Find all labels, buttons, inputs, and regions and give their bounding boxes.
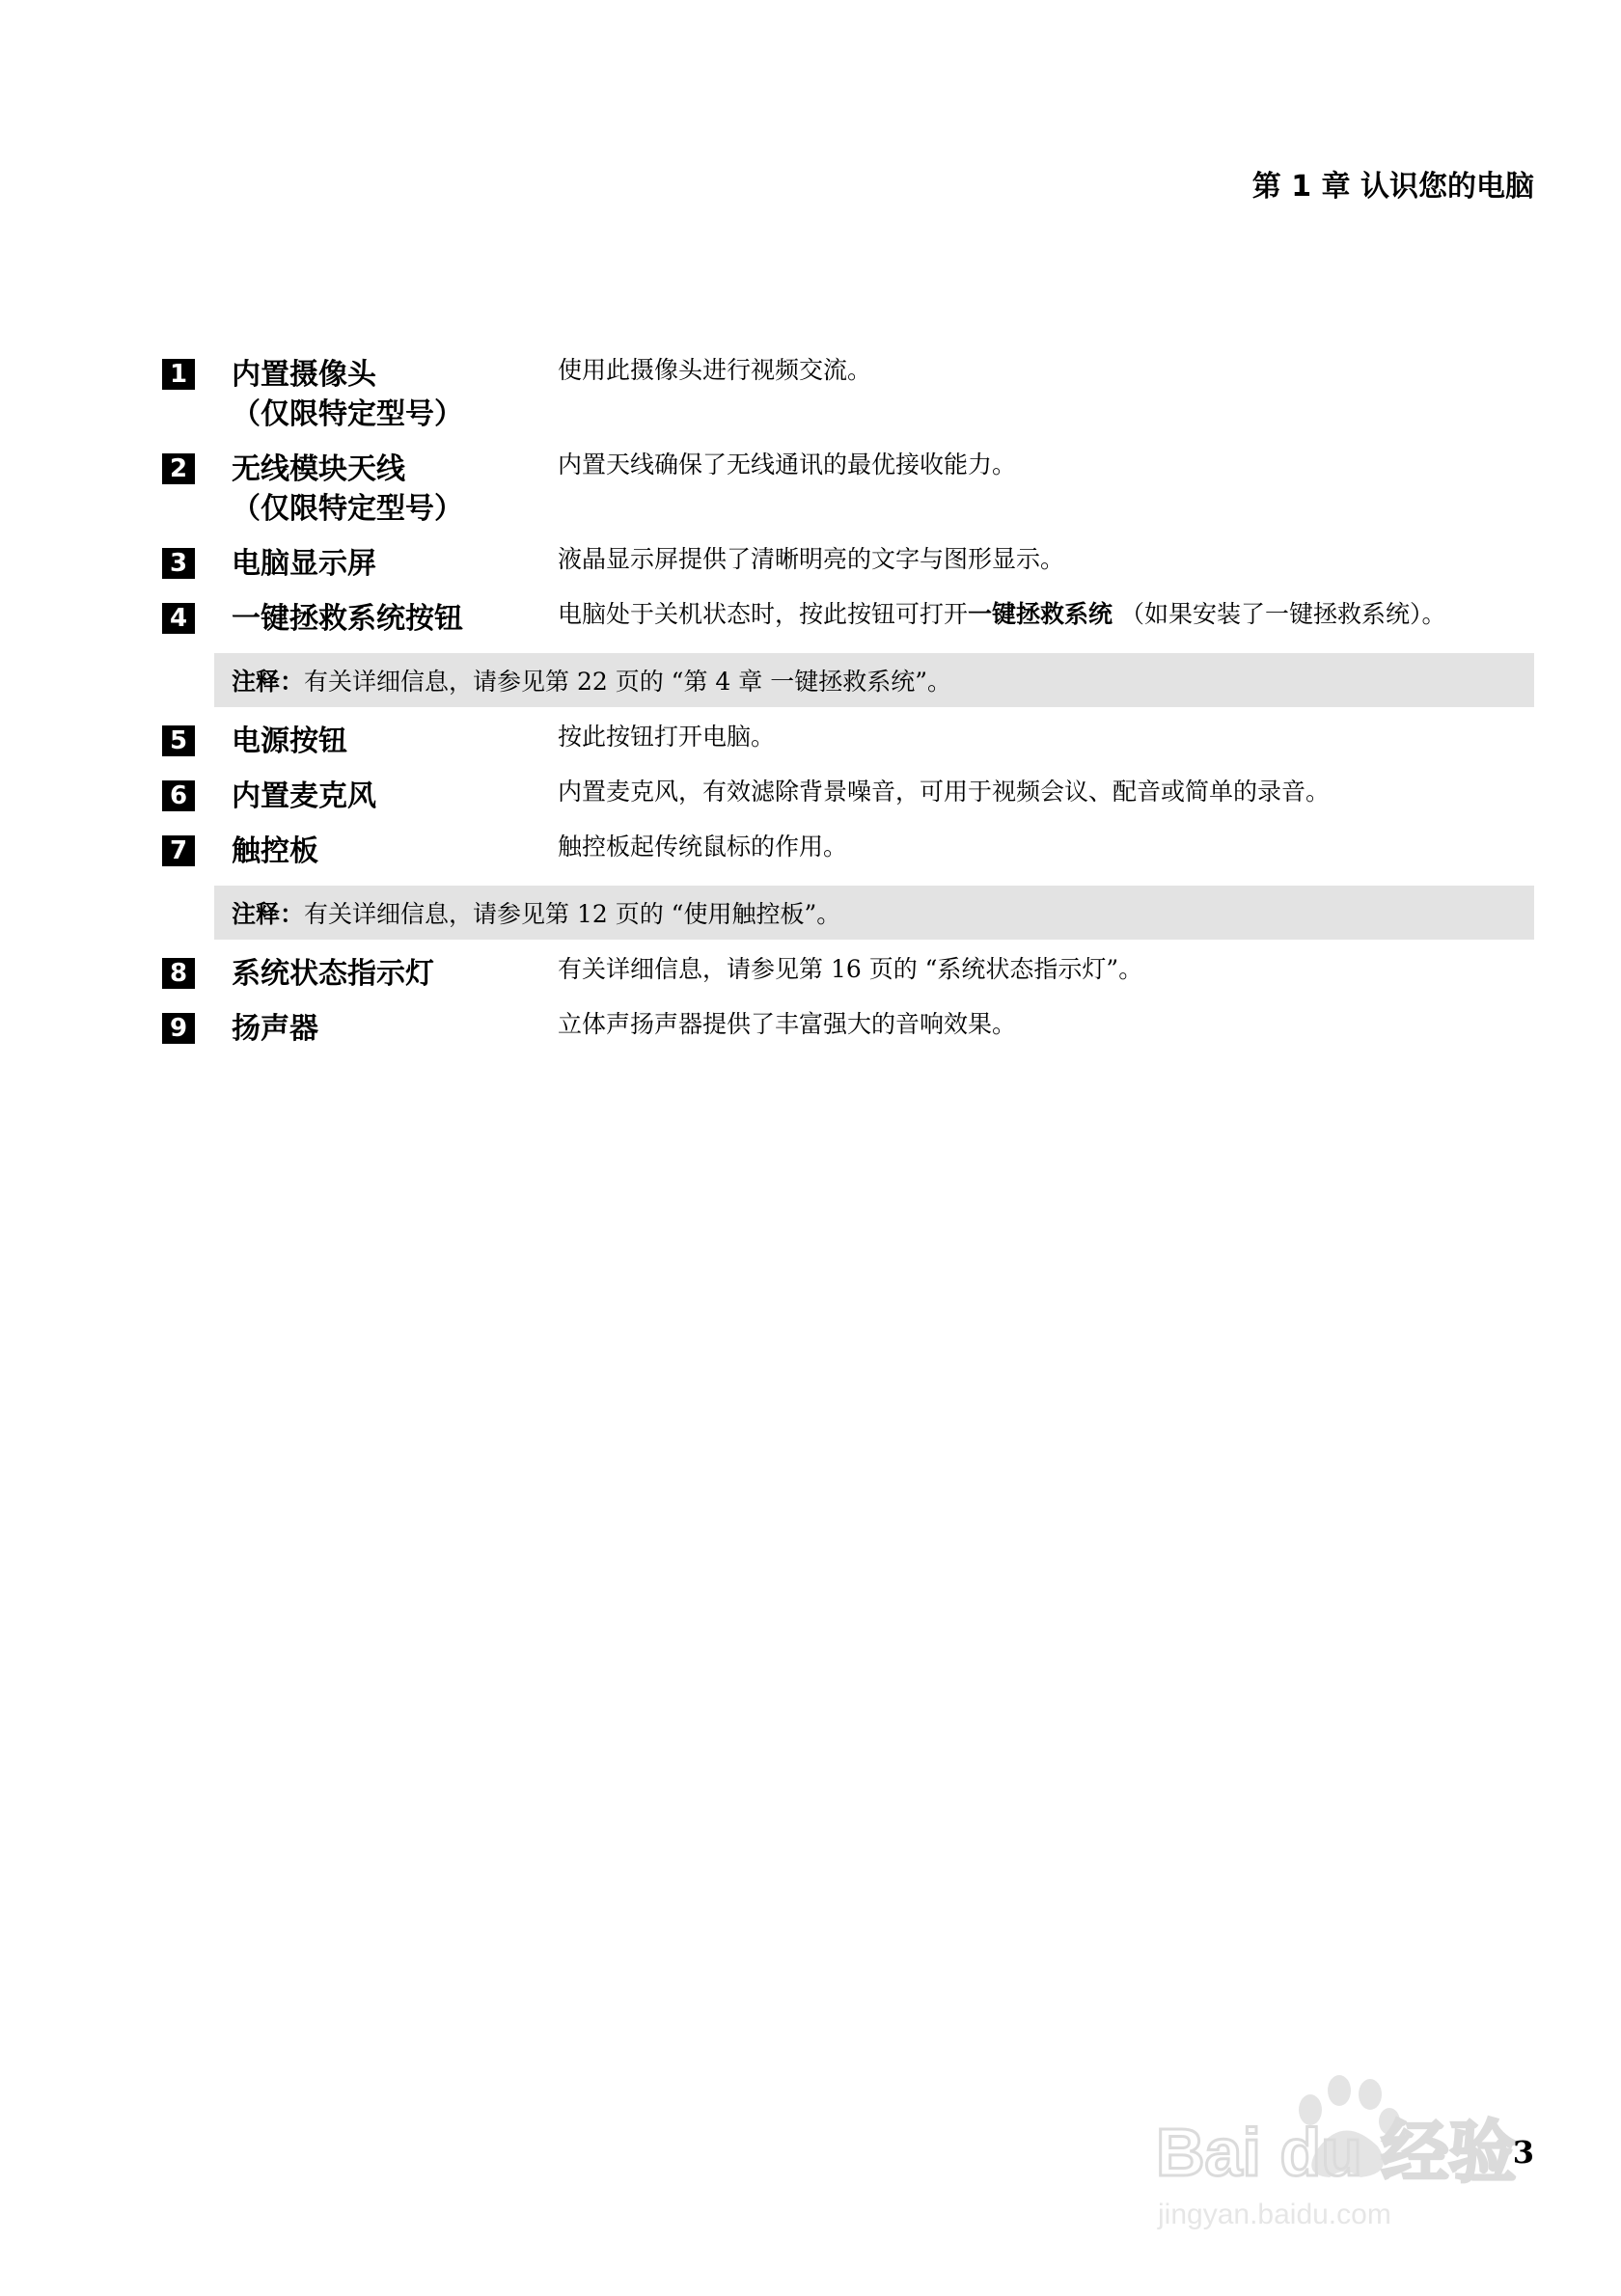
page-number: 3 <box>1512 2134 1534 2171</box>
item-number-badge: 4 <box>162 603 195 634</box>
term-line: 系统状态指示灯 <box>232 957 434 991</box>
term-line: 一键拯救系统按钮 <box>232 602 463 636</box>
term-line: （仅限特定型号） <box>232 492 463 526</box>
item-term <box>232 954 558 994</box>
item-number-badge: 1 <box>162 359 195 390</box>
term-line: 内置摄像头 <box>232 358 376 392</box>
item-description: 触控板起传统鼠标的作用。 <box>558 833 848 861</box>
item-number-badge: 3 <box>162 548 195 579</box>
term-line: （仅限特定型号） <box>232 397 463 431</box>
item-description: 内置麦克风，有效滤除背景噪音，可用于视频会议、配音或简单的录音。 <box>558 778 1331 806</box>
note-label: 注释： <box>232 668 305 696</box>
item-description: 立体声扬声器提供了丰富强大的音响效果。 <box>558 1010 1017 1038</box>
item-term <box>232 832 558 871</box>
item-description: 内置天线确保了无线通讯的最优接收能力。 <box>558 451 1017 478</box>
item-description: 按此按钮打开电脑。 <box>558 723 776 751</box>
item-term <box>232 777 558 816</box>
list-item <box>162 1006 1534 1061</box>
note-box <box>214 653 1534 707</box>
note-text: 有关详细信息，请参见第 22 页的 “第 4 章 一键拯救系统”。 <box>304 668 951 696</box>
term-line: 电脑显示屏 <box>232 547 376 581</box>
term-line: 电源按钮 <box>232 724 347 758</box>
item-term <box>232 722 558 761</box>
note-text: 有关详细信息，请参见第 12 页的 “使用触控板”。 <box>304 900 841 928</box>
list-item <box>162 352 1534 447</box>
list-item <box>162 596 1534 651</box>
item-description: 使用此摄像头进行视频交流。 <box>558 356 872 384</box>
baidu-jingyan-watermark <box>1146 2050 1532 2243</box>
item-description: 有关详细信息，请参见第 16 页的 “系统状态指示灯”。 <box>558 955 1143 983</box>
item-term <box>232 1009 558 1049</box>
item-number-badge: 6 <box>162 780 195 811</box>
note-box <box>214 886 1534 940</box>
list-item <box>162 951 1534 1006</box>
item-term <box>232 355 558 434</box>
term-line: 无线模块天线 <box>232 452 405 486</box>
item-description <box>558 599 1534 630</box>
chapter-header: 第 1 章 认识您的电脑 <box>1251 170 1534 204</box>
item-term <box>232 544 558 584</box>
term-line: 内置麦克风 <box>232 779 376 813</box>
item-number-badge: 7 <box>162 835 195 866</box>
term-line: 触控板 <box>232 834 318 868</box>
item-number-badge: 2 <box>162 453 195 484</box>
item-number-badge: 9 <box>162 1013 195 1044</box>
list-item <box>162 447 1534 541</box>
list-item <box>162 719 1534 774</box>
item-term <box>232 450 558 529</box>
list-item <box>162 541 1534 596</box>
watermark-brand: Bai du 经验 <box>1156 2115 1517 2190</box>
component-list <box>162 352 1534 1061</box>
desc-text: （如果安装了一键拯救系统）。 <box>1113 600 1446 628</box>
item-number-badge: 5 <box>162 725 195 756</box>
item-number-badge: 8 <box>162 958 195 989</box>
note-label: 注释： <box>232 900 305 928</box>
list-item <box>162 829 1534 884</box>
desc-text: 电脑处于关机状态时，按此按钮可打开 <box>558 600 969 628</box>
item-description: 液晶显示屏提供了清晰明亮的文字与图形显示。 <box>558 545 1065 573</box>
feature-name: 一键拯救系统 <box>968 600 1113 628</box>
term-line: 扬声器 <box>232 1012 318 1046</box>
list-item <box>162 774 1534 829</box>
watermark-url: jingyan.baidu.com <box>1158 2199 1391 2230</box>
item-term <box>232 599 558 639</box>
